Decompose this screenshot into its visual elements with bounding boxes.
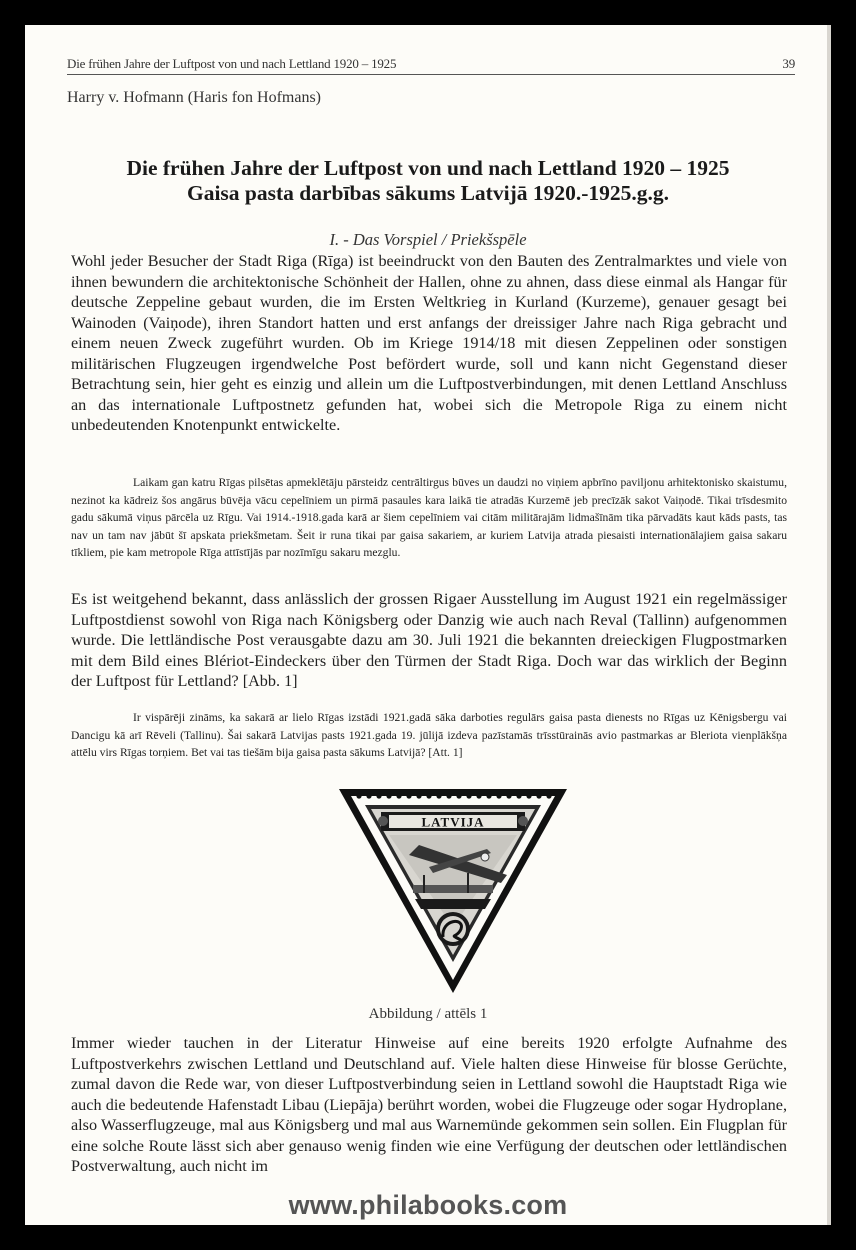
section-heading: I. - Das Vorspiel / Priekšspēle xyxy=(329,230,527,249)
paragraph-2-german: Es ist weitgehend bekannt, dass anlässlich der grossen Rigaer Ausstellung im August 1921 ein regelmässiger Luftpostdienst sowohl von Riga nach Königsberg oder Danzig wie auch nach Reval (Tallinn) aufgenommen wurde. Die lettländische Post verausgabte dazu am 30. Juli 1921 die bekannten dreieckigen Flugpostmarken mit dem Bild eines Blériot-Eindeckers über den Türmen der Stadt Riga. Doch war das wirklich der Beginn der Luftpost für Lettland? [Abb. 1] xyxy=(71,590,787,690)
running-title: Die frühen Jahre der Luftpost von und nach Lettland 1920 – 1925 xyxy=(67,56,397,71)
running-header xyxy=(67,56,795,75)
paragraph-1-latvian: Laikam gan katru Rīgas pilsētas apmeklētāju pārsteidz centrāltirgus būves un daudzi no viņiem apbrīno paviljonu arhitektonisko skaistumu, nezinot ka kādreiz šos angārus būvēja vācu cepelīniem un pirmā pasaules kara laikā tie atradās Kurzemē jeb precīzāk sakot Vaiņodē. Tikai trīsdesmito gadu sākumā viņus pārcēla uz Rīgu. Vai 1914.-1918.gada karā ar šiem cepelīniem vai citām militārajām lidmašīnām tika pārvadāts kaut kāds pasts, tas nav un tam nav jābūt šī apskata priekšmetam. Šeit ir runa tikai par gaisa sakariem, ar kuriem Latvija atrada piesaisti internationālajiem gaisa sakaru tīkliem, pie kam metropole Rīga attīstījās par nozīmīgu sakaru mezglu. xyxy=(71,476,787,559)
page-number: 39 xyxy=(782,56,795,71)
document-page xyxy=(25,25,831,1225)
paragraph-3-german: Immer wieder tauchen in der Literatur Hinweise auf eine bereits 1920 erfolgte Aufnahme des Luftpostverkehrs zwischen Lettland und Deutschland auf. Viele halten diese Hinweise für blosse Gerüchte, zumal davon die Rede war, von dieser Luftpostverbindung seien in Lettland sowohl die Hauptstadt Riga wie auch die bedeutende Hafenstadt Libau (Liepāja) berührt worden, wobei die Flugzeuge oder sogar Hydroplane, also Wasserflugzeuge, mal aus Königsberg und mal aus Warnemünde gekommen sein sollen. Ein Flugplan für eine solche Route lässt sich aber genauso wenig finden wie eine Verfügung der deutschen oder lettländischen Postverwaltung, auch nicht im xyxy=(71,1034,787,1175)
latvia-airmail-stamp-image xyxy=(337,787,569,995)
paragraph-2-latvian: Ir vispārēji zināms, ka sakarā ar lielo Rīgas izstādi 1921.gadā sāka darboties regulārs gaisa pasta dienests no Rīgas uz Kēnigsbergu vai Dancigu kā arī Rēveli (Tallinu). Šai sakarā Latvijas pasts 1921.gada 19. jūlijā izdeva pazīstamās trīsstūrainās avio pastmarkas ar Bleriota vienplākšņa attēlu virs Rīgas torņiem. Bet vai tas tiešām bija gaisa pasta sākums Latvijā? [Att. 1] xyxy=(71,711,787,759)
watermark-url: www.philabooks.com xyxy=(288,1190,568,1220)
stamp-country-text: LATVIJA xyxy=(421,814,485,830)
title-german: Die frühen Jahre der Luftpost von und nach Lettland 1920 – 1925 xyxy=(126,156,730,180)
stamp-illustration xyxy=(337,787,569,995)
author-line: Harry v. Hofmann (Haris fon Hofmans) xyxy=(67,89,321,106)
paragraph-1-german: Wohl jeder Besucher der Stadt Riga (Rīga) ist beeindruckt von den Bauten des Zentralmarktes und viele von ihnen bewundern die architektonische Schönheit der Hallen, ohne zu ahnen, dass diese einmal als Hangar für deutsche Zeppeline gebaut wurden, die im Ersten Weltkrieg in Kurland (Kurzeme), genauer gesagt bei Wainoden (Vaiņode), ihren Standort hatten und erst anfangs der dreissiger Jahre nach Riga gebracht und einem neuen Zweck zugeführt wurden. Ob im Kriege 1914/18 mit diesen Zeppelinen oder sonstigen militärischen Flugzeugen irgendwelche Post befördert wurde, soll und kann nicht Gegenstand dieser Betrachtung sein, hier geht es einzig und allein um die Luftpostverbindungen, mit denen Lettland Anschluss an das internationale Luftpostnetz gefunden hat, wobei sich die Metropole Riga zu einem nicht unbedeutenden Knotenpunkt entwickelte. xyxy=(71,252,787,434)
title-latvian: Gaisa pasta darbības sākums Latvijā 1920.-1925.g.g. xyxy=(186,181,670,205)
article-title xyxy=(25,156,831,206)
figure-caption: Abbildung / attēls 1 xyxy=(368,1006,488,1022)
